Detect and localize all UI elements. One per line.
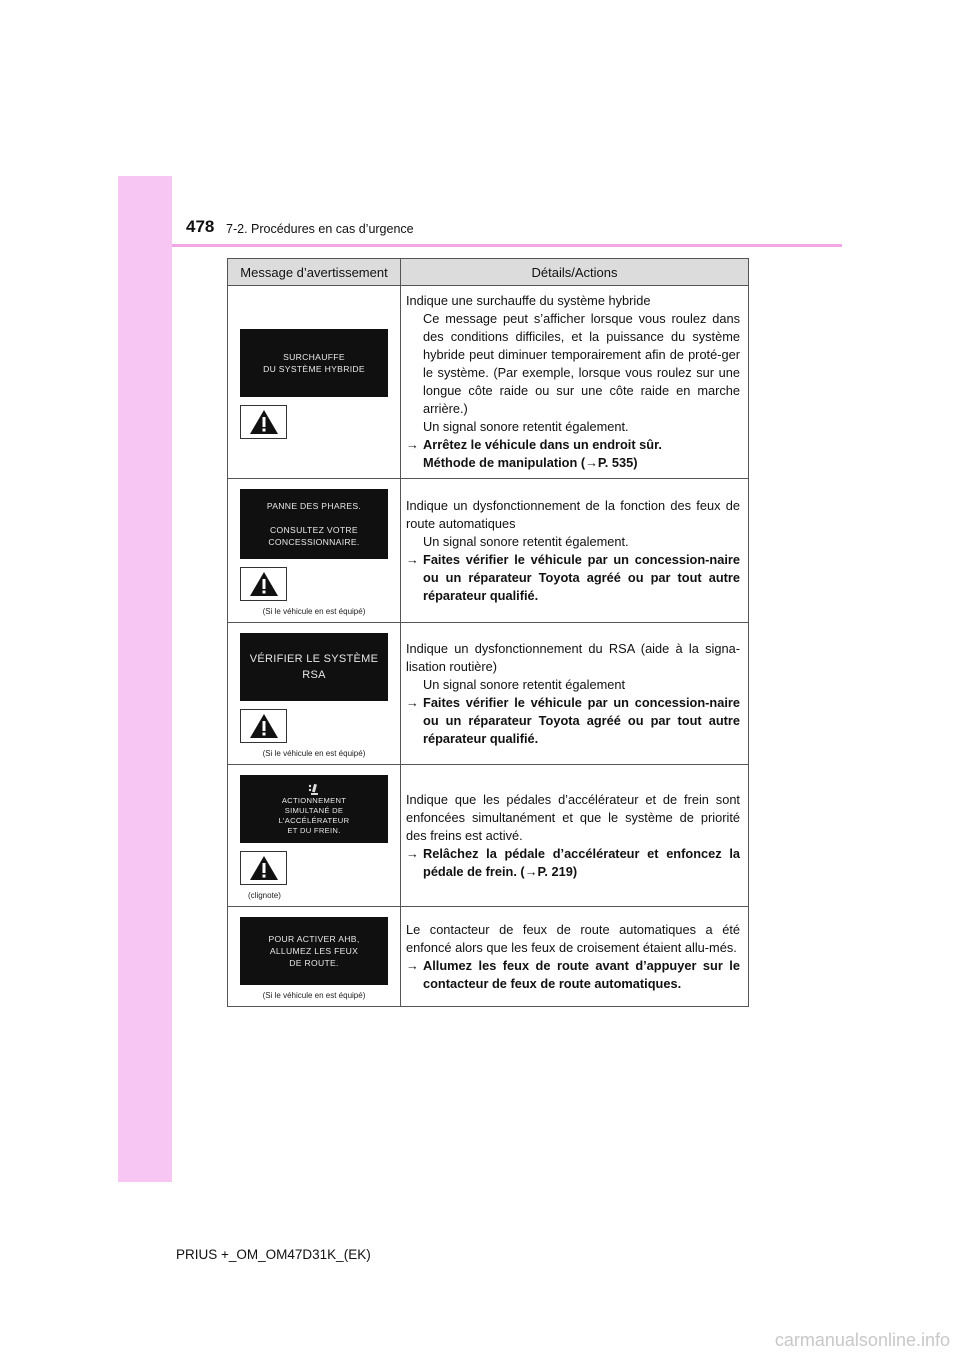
arrow-icon: → [406,957,419,973]
page-number: 478 [186,217,215,236]
detail-text: Un signal sonore retentit également. [423,533,629,549]
screen-line: SIMULTANÉ DE [284,805,344,815]
message-cell [228,765,401,907]
screen-line: RSA [302,669,326,681]
warning-triangle-icon [249,571,279,597]
table-row [228,765,749,907]
screen-line: CONSULTEZ VOTRE [270,525,358,535]
detail-text: Indique une surchauffe du système hybride [406,293,651,308]
details-cell [401,286,749,479]
screen-line: ET DU FREIN. [287,825,341,835]
screen-line: PANNE DES PHARES. [266,501,362,511]
action-text: Arrêtez le véhicule dans un endroit sûr. [423,437,662,452]
details-cell [401,907,749,1007]
column-header-message: Message d’avertissement [228,259,401,286]
screen-line: SURCHAUFFE [283,352,345,362]
warning-light [240,567,287,601]
action-item [406,845,740,881]
header-divider [172,244,842,247]
display-screen [240,329,388,397]
warning-triangle-icon [249,855,279,881]
detail-text: Le contacteur de feux de route automatiques a été enfoncé alors que les feux de croisement étaient allu-més. [406,921,740,955]
display-screen [240,633,388,701]
action-item [406,957,740,993]
warning-light [240,851,287,885]
section-title: 7-2. Procédures en cas d’urgence [226,222,414,236]
screen-line: ALLUMEZ LES FEUX [269,946,359,956]
watermark: carmanualsonline.info [774,1330,950,1350]
column-header-details: Détails/Actions [401,259,749,286]
details-cell [401,765,749,907]
screen-line: L’ACCÉLÉRATEUR [278,815,350,825]
arrow-icon: → [406,551,419,567]
action-text: Relâchez la pédale d’accélérateur et enfoncez la pédale de frein. (→P. 219) [423,845,740,879]
action-item [406,454,740,472]
screen-line: DU SYSTÈME HYBRIDE [263,364,365,374]
table-row [228,286,749,479]
display-screen [240,917,388,985]
display-screen [240,775,388,843]
action-text: Faites vérifier le véhicule par un concession-naire ou un réparateur Toyota agréé ou par tout autre réparateur qualifié. [423,551,740,603]
detail-text: Indique que les pédales d’accélérateur et de frein sont enfoncées simultanément et que le système de priorité des freins est activé. [406,791,740,843]
arrow-icon: → [406,437,419,452]
side-tab [118,176,172,1182]
equipment-caption: (Si le véhicule en est équipé) [262,749,366,758]
details-cell [401,623,749,765]
table-row [228,623,749,765]
action-item [406,694,740,748]
action-item [406,551,740,605]
equipment-caption: (Si le véhicule en est équipé) [262,607,366,616]
screen-line [313,512,316,524]
action-item [406,436,740,454]
screen-line: CONCESSIONNAIRE. [268,537,360,547]
message-cell [228,479,401,623]
blink-caption: (clignote) [248,891,281,900]
table-row [228,479,749,623]
message-cell [228,907,401,1007]
detail-text: Ce message peut s’afficher lorsque vous roulez dans des conditions difficiles, et la puissance du système hybride peut diminuer temporairement afin de proté-ger le système. (Par exemple, lorsque vous roulez sur une longue côte raide ou sur une côte raide en marche arrière.) [423,311,740,416]
action-text: Allumez les feux de route avant d’appuyer sur le contacteur de feux de route automatiques. [423,957,740,991]
screen-line: ACTIONNEMENT [281,795,347,805]
action-text: Faites vérifier le véhicule par un concession-naire ou un réparateur Toyota agréé ou par tout autre réparateur qualifié. [423,694,740,746]
message-cell [228,286,401,479]
table-row [228,907,749,1007]
screen-line: POUR ACTIVER AHB, [268,934,360,944]
arrow-icon: → [406,694,419,710]
detail-text: Un signal sonore retentit également. [423,419,629,434]
warning-light [240,709,287,743]
equipment-caption: (Si le véhicule en est équipé) [262,991,366,1000]
message-cell [228,623,401,765]
table-header-row [228,259,749,286]
warning-light [240,405,287,439]
foot-pedal-icon [307,783,321,796]
document-code: PRIUS +_OM_OM47D31K_(EK) [176,1247,371,1262]
warning-message-table [227,258,749,1007]
display-screen [240,489,388,559]
warning-triangle-icon [249,713,279,739]
warning-triangle-icon [249,409,279,435]
arrow-icon: → [406,845,419,861]
screen-line: VÉRIFIER LE SYSTÈME [249,653,379,665]
details-cell [401,479,749,623]
detail-text: Indique un dysfonctionnement du RSA (aide à la signa-lisation routière) [406,640,740,674]
detail-text: Indique un dysfonctionnement de la fonction des feux de route automatiques [406,497,740,531]
screen-line: DE ROUTE. [289,958,339,968]
detail-text: Un signal sonore retentit également [423,676,626,692]
action-text: Méthode de manipulation (→P. 535) [423,455,638,470]
